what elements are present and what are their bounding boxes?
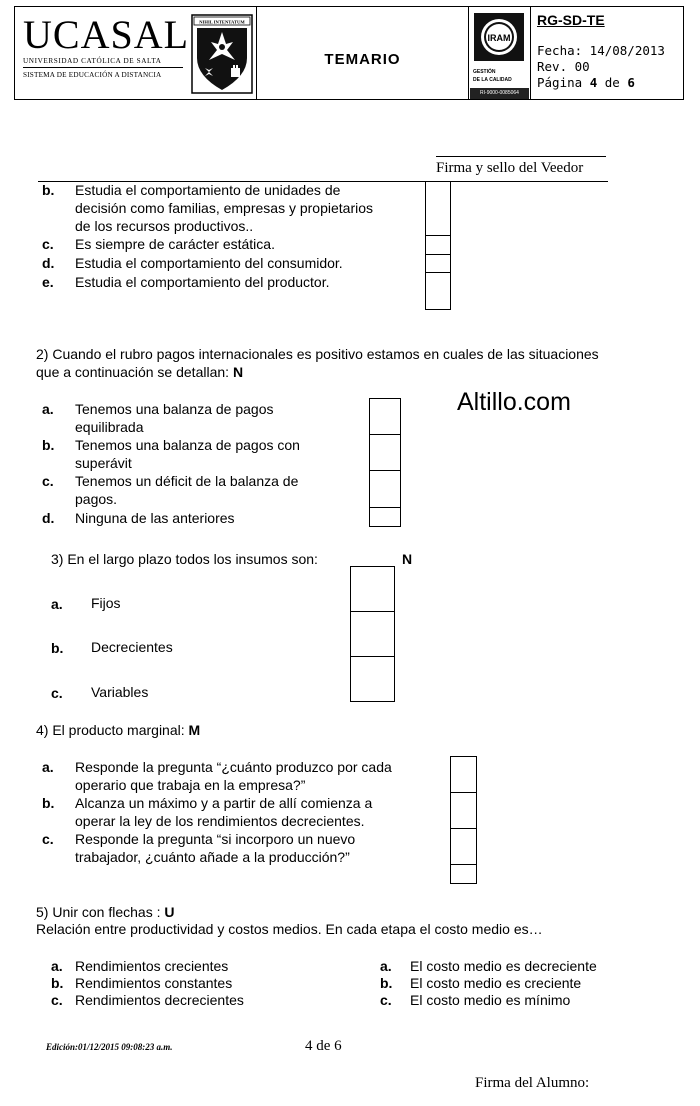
- svg-text:NIHIL INTENTATUM: NIHIL INTENTATUM: [199, 19, 245, 25]
- answer-box-q4-extra[interactable]: [450, 864, 477, 884]
- answer-box-q1-e[interactable]: [425, 272, 451, 310]
- answer-box-q4-c[interactable]: [450, 828, 477, 865]
- match-left-item[interactable]: Rendimientos decrecientes: [75, 992, 244, 1008]
- watermark-text: Altillo.com: [457, 388, 571, 416]
- option-text: superávit: [75, 455, 132, 471]
- option-text: equilibrada: [75, 419, 144, 435]
- option-letter: a.: [42, 759, 54, 775]
- option-text: Es siempre de carácter estática.: [75, 236, 275, 252]
- option-text: Estudia el comportamiento del productor.: [75, 274, 330, 290]
- option-letter: c.: [42, 473, 54, 489]
- match-left-letter: b.: [51, 975, 64, 991]
- match-right-letter: b.: [380, 975, 393, 991]
- option-letter: b.: [51, 640, 64, 656]
- question-3-code: N: [402, 551, 413, 567]
- question-2-code: N: [232, 364, 244, 380]
- option-text: de los recursos productivos..: [75, 218, 254, 234]
- option-text: operar la ley de los rendimientos decrecientes.: [75, 813, 365, 829]
- logo-cell: [15, 7, 257, 99]
- option-letter: c.: [42, 236, 54, 252]
- option-letter: b.: [42, 182, 55, 198]
- answer-box-q2-d[interactable]: [369, 507, 401, 527]
- answer-box-q2-c[interactable]: [369, 470, 401, 508]
- iram-registration-code: RI-9000-0085064: [470, 88, 529, 99]
- answer-box-q3-a[interactable]: [350, 566, 395, 612]
- svg-text:IRAM: IRAM: [487, 33, 511, 43]
- iram-label-calidad: DE LA CALIDAD: [473, 77, 512, 83]
- option-text: Decrecientes: [91, 639, 173, 655]
- document-revision: Rev. 00: [537, 59, 590, 74]
- option-text: Tenemos una balanza de pagos con: [75, 437, 300, 453]
- document-date: Fecha: 14/08/2013: [537, 43, 665, 58]
- student-signature-label: Firma del Alumno:: [475, 1075, 590, 1091]
- option-text: Responde la pregunta “¿cuánto produzco por cada: [75, 759, 392, 775]
- document-info-cell: [531, 7, 683, 99]
- question-2-text-line1: 2) Cuando el rubro pagos internacionales es positivo estamos en cuales de las situaciones: [36, 346, 599, 362]
- option-letter: a.: [51, 596, 63, 612]
- question-5-code: U: [164, 904, 175, 920]
- university-crest-icon: [191, 14, 253, 94]
- ucasal-system-name: SISTEMA DE EDUCACIÓN A DISTANCIA: [23, 71, 162, 79]
- logo-divider: [23, 67, 183, 68]
- match-right-item[interactable]: El costo medio es creciente: [410, 975, 582, 991]
- question-4-code: M: [188, 722, 201, 738]
- match-left-item[interactable]: Rendimientos constantes: [75, 975, 233, 991]
- question-5-text: 5) Unir con flechas : U: [36, 904, 175, 920]
- document-code: RG-SD-TE: [537, 12, 605, 28]
- option-text: pagos.: [75, 491, 118, 507]
- answer-box-q3-c[interactable]: [350, 656, 395, 702]
- page-number: 4 de 6: [305, 1038, 342, 1054]
- option-text: Variables: [91, 684, 149, 700]
- option-letter: e.: [42, 274, 54, 290]
- match-left-item[interactable]: Rendimientos crecientes: [75, 958, 229, 974]
- match-left-letter: a.: [51, 958, 63, 974]
- ucasal-subtitle: UNIVERSIDAD CATÓLICA DE SALTA: [23, 57, 162, 65]
- answer-box-q2-a[interactable]: [369, 398, 401, 435]
- option-letter: d.: [42, 255, 55, 271]
- option-text: Fijos: [91, 595, 121, 611]
- option-letter: a.: [42, 401, 54, 417]
- question-4-text: 4) El producto marginal: M: [36, 722, 201, 738]
- answer-box-q2-b[interactable]: [369, 434, 401, 471]
- iram-label-gestion: GESTIÓN: [473, 69, 496, 75]
- option-text: Ninguna de las anteriores: [75, 510, 235, 526]
- option-text: Estudia el comportamiento de unidades de: [75, 182, 341, 198]
- question-2-text-line2: que a continuación se detallan: N: [36, 364, 244, 380]
- iram-cell: [469, 7, 531, 99]
- document-title: TEMARIO: [324, 51, 401, 68]
- option-text: operario que trabaja en la empresa?”: [75, 777, 306, 793]
- iram-certification-icon: [474, 13, 524, 61]
- veedor-signature-label: Firma y sello del Veedor: [436, 160, 584, 176]
- ucasal-logo-text: UCASAL: [23, 12, 190, 57]
- title-cell: [257, 7, 469, 99]
- answer-box-q4-a[interactable]: [450, 756, 477, 793]
- document-header: [14, 6, 684, 100]
- option-letter: c.: [42, 831, 54, 847]
- answer-box-q1-b[interactable]: [425, 181, 451, 236]
- answer-box-q3-b[interactable]: [350, 611, 395, 657]
- match-right-letter: a.: [380, 958, 392, 974]
- answer-box-q1-d[interactable]: [425, 254, 451, 273]
- match-right-letter: c.: [380, 992, 392, 1008]
- document-page-indicator: Página 4 de 6: [537, 75, 635, 90]
- answer-box-q4-b[interactable]: [450, 792, 477, 829]
- match-left-letter: c.: [51, 992, 63, 1008]
- match-right-item[interactable]: El costo medio es decreciente: [410, 958, 597, 974]
- option-letter: c.: [51, 685, 63, 701]
- veedor-signature-line: [436, 156, 606, 157]
- option-text: Tenemos una balanza de pagos: [75, 401, 274, 417]
- match-right-item[interactable]: El costo medio es mínimo: [410, 992, 571, 1008]
- option-text: decisión como familias, empresas y propietarios: [75, 200, 374, 216]
- option-text: Tenemos un déficit de la balanza de: [75, 473, 299, 489]
- answer-box-q1-c[interactable]: [425, 235, 451, 255]
- question-3-text: 3) En el largo plazo todos los insumos son:: [51, 551, 318, 567]
- option-letter: d.: [42, 510, 55, 526]
- option-letter: b.: [42, 437, 55, 453]
- option-text: Alcanza un máximo y a partir de allí comienza a: [75, 795, 373, 811]
- option-letter: b.: [42, 795, 55, 811]
- option-text: trabajador, ¿cuánto añade a la producción?”: [75, 849, 350, 865]
- edition-timestamp: Edición:01/12/2015 09:08:23 a.m.: [46, 1042, 173, 1052]
- option-text: Responde la pregunta “si incorporo un nuevo: [75, 831, 356, 847]
- option-text: Estudia el comportamiento del consumidor.: [75, 255, 343, 271]
- question-5-subtext: Relación entre productividad y costos medios. En cada etapa el costo medio es…: [36, 921, 543, 937]
